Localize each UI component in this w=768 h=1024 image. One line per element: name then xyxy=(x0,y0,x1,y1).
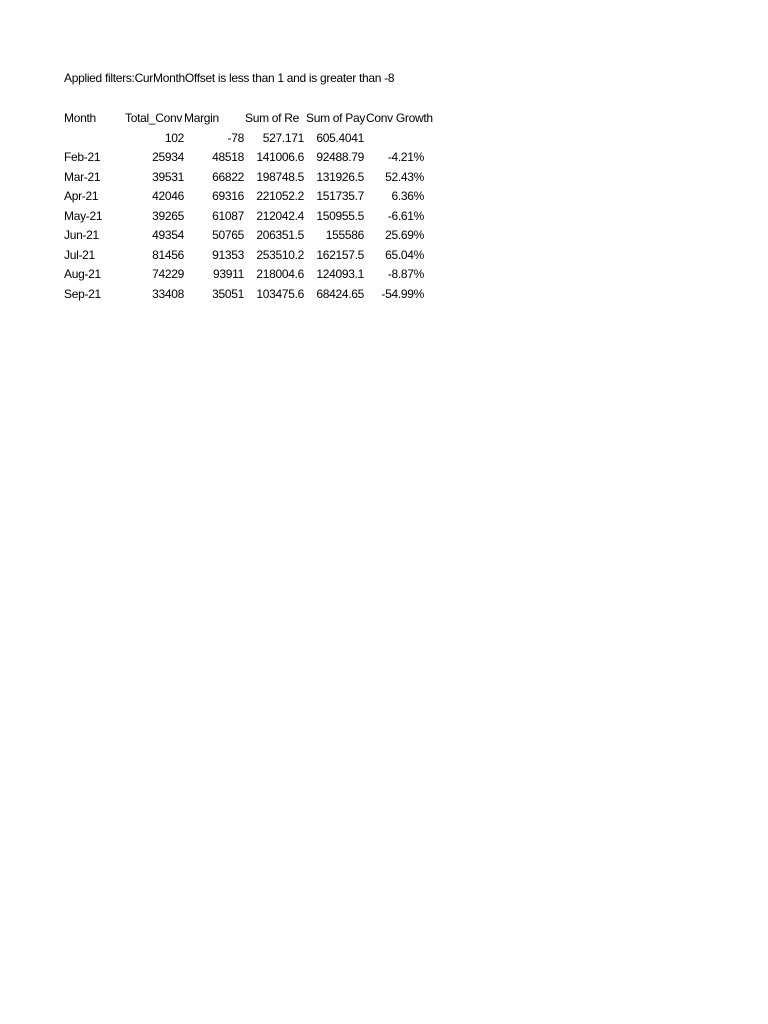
cell-sum-of-pay[interactable]: 151735.7 xyxy=(316,189,364,203)
cell-conv-growth[interactable]: 6.36% xyxy=(391,189,424,203)
cell-margin[interactable]: 35051 xyxy=(212,286,244,301)
cell-conv-growth[interactable]: -8.87% xyxy=(387,267,424,281)
cell-total-conv[interactable]: 33408 xyxy=(152,286,184,301)
cell-total-conv[interactable]: 42046 xyxy=(152,189,184,203)
cell-sum-of-re[interactable]: 141006.6 xyxy=(256,150,304,164)
cell-sum-of-re[interactable]: 198748.5 xyxy=(256,169,304,184)
header-conv-growth[interactable]: Conv Growth xyxy=(366,111,433,125)
cell-month[interactable]: Aug-21 xyxy=(64,267,101,281)
cell-margin[interactable]: 93911 xyxy=(213,267,244,281)
cell-sum-of-pay[interactable]: 162157.5 xyxy=(316,247,364,262)
cell-sum-of-re[interactable]: 218004.6 xyxy=(256,267,304,281)
cell-total-conv[interactable]: 81456 xyxy=(152,247,184,262)
cell-sum-of-pay[interactable]: 150955.5 xyxy=(316,208,364,223)
cell-month[interactable]: Apr-21 xyxy=(64,189,99,203)
cell-sum-of-re[interactable]: 527.171 xyxy=(262,130,304,145)
cell-sum-of-pay[interactable]: 124093.1 xyxy=(316,267,364,281)
cell-sum-of-re[interactable]: 103475.6 xyxy=(256,286,304,301)
cell-conv-growth[interactable]: -4.21% xyxy=(387,150,424,164)
cell-month[interactable]: May-21 xyxy=(64,208,103,223)
cell-sum-of-pay[interactable]: 68424.65 xyxy=(316,286,364,301)
cell-margin[interactable]: 48518 xyxy=(212,150,244,164)
cell-margin[interactable]: 66822 xyxy=(212,169,244,184)
cell-sum-of-re[interactable]: 253510.2 xyxy=(256,247,304,262)
applied-filters-text: Applied filters:CurMonthOffset is less than 1 and is greater than -8 xyxy=(64,71,395,85)
cell-conv-growth[interactable]: 52.43% xyxy=(385,169,424,184)
cell-total-conv[interactable]: 25934 xyxy=(152,150,184,164)
header-sum-of-pay[interactable]: Sum of Pay xyxy=(306,111,366,125)
cell-total-conv[interactable]: 49354 xyxy=(152,228,184,242)
cell-month[interactable]: Feb-21 xyxy=(64,150,101,164)
header-margin[interactable]: Margin xyxy=(184,111,219,125)
cell-conv-growth[interactable]: -6.61% xyxy=(387,208,424,223)
cell-margin[interactable]: 50765 xyxy=(212,228,244,242)
header-total-conv[interactable]: Total_Conv xyxy=(125,111,183,125)
header-sum-of-re[interactable]: Sum of Re xyxy=(245,111,299,125)
cell-sum-of-re[interactable]: 212042.4 xyxy=(256,208,304,223)
cell-total-conv[interactable]: 74229 xyxy=(152,267,184,281)
cell-month[interactable]: Jul-21 xyxy=(64,247,95,262)
cell-month[interactable]: Mar-21 xyxy=(64,169,101,184)
cell-sum-of-pay[interactable]: 131926.5 xyxy=(316,169,364,184)
cell-month[interactable]: Jun-21 xyxy=(64,228,99,242)
header-month[interactable]: Month xyxy=(64,111,96,125)
cell-margin[interactable]: 69316 xyxy=(212,189,244,203)
cell-conv-growth[interactable]: 25.69% xyxy=(385,228,424,242)
cell-sum-of-re[interactable]: 206351.5 xyxy=(256,228,304,242)
cell-sum-of-pay[interactable]: 605.4041 xyxy=(316,130,364,145)
cell-total-conv[interactable]: 39531 xyxy=(152,169,184,184)
cell-margin[interactable]: -78 xyxy=(227,130,244,145)
cell-conv-growth[interactable]: 65.04% xyxy=(385,247,424,262)
cell-margin[interactable]: 91353 xyxy=(212,247,244,262)
cell-sum-of-re[interactable]: 221052.2 xyxy=(256,189,304,203)
cell-month[interactable]: Sep-21 xyxy=(64,286,101,301)
cell-total-conv[interactable]: 39265 xyxy=(152,208,184,223)
cell-margin[interactable]: 61087 xyxy=(212,208,244,223)
cell-total-conv[interactable]: 102 xyxy=(164,130,184,145)
cell-sum-of-pay[interactable]: 155586 xyxy=(325,228,364,242)
cell-conv-growth[interactable]: -54.99% xyxy=(381,286,424,301)
cell-sum-of-pay[interactable]: 92488.79 xyxy=(316,150,364,164)
